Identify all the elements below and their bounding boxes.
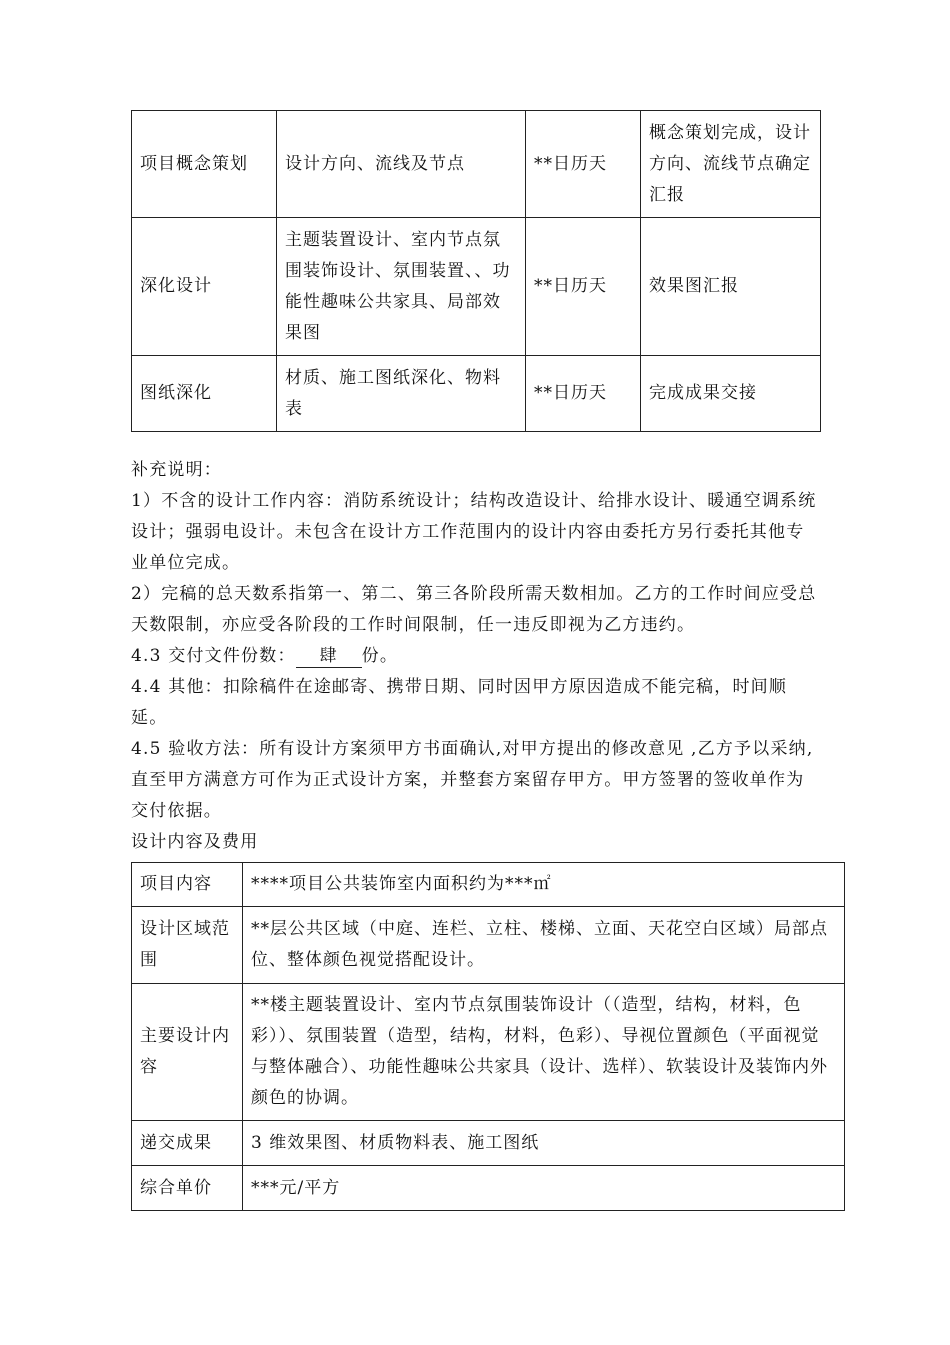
stage-table xyxy=(131,110,821,432)
phase-cell: 深化设计 xyxy=(132,218,277,356)
acceptance-clause: 4.5 验收方法：所有设计方案须甲方书面确认,对甲方提出的修改意见 ,乙方予以采纳,直至甲方满意方可作为正式设计方案，并整套方案留存甲方。甲方签署的签收单作为交付依据。 xyxy=(131,739,814,821)
fee-key-cell: 项目内容 xyxy=(132,863,243,907)
fee-key-cell: 递交成果 xyxy=(132,1121,243,1166)
copies-value: 肆 xyxy=(296,645,362,668)
copies-label: 4.3 交付文件份数： xyxy=(131,646,296,666)
fee-table xyxy=(131,862,845,1211)
duration-cell: **日历天 xyxy=(526,356,641,432)
fee-key-cell: 综合单价 xyxy=(132,1166,243,1211)
table-row xyxy=(132,356,821,432)
duration-cell: **日历天 xyxy=(526,111,641,218)
result-cell: 效果图汇报 xyxy=(641,218,821,356)
phase-cell: 图纸深化 xyxy=(132,356,277,432)
fee-value-cell: **楼主题装置设计、室内节点氛围装饰设计（（造型，结构，材料，色彩））、氛围装置（造型，结构，材料，色彩）、导视位置颜色（平面视觉与整体融合）、功能性趣味公共家具（设计、选样）、软装设计及装饰内外颜色的协调。 xyxy=(243,984,845,1121)
other-clause: 4.4 其他：扣除稿件在途邮寄、携带日期、同时因甲方原因造成不能完稿，时间顺延。 xyxy=(131,677,788,728)
fee-value-cell: 3 维效果图、材质物料表、施工图纸 xyxy=(243,1121,845,1166)
phase-cell: 项目概念策划 xyxy=(132,111,277,218)
note-item-1: 1）不含的设计工作内容：消防系统设计；结构改造设计、给排水设计、暖通空调系统设计；强弱电设计。未包含在设计方工作范围内的设计内容由委托方另行委托其他专业单位完成。 xyxy=(131,491,817,573)
table-row xyxy=(132,907,845,984)
copies-unit: 份。 xyxy=(361,646,399,666)
copies-line xyxy=(131,641,821,672)
content-cell: 设计方向、流线及节点 xyxy=(277,111,526,218)
table-row xyxy=(132,863,845,907)
table-row xyxy=(132,111,821,218)
table-row xyxy=(132,1166,845,1211)
note-item-2: 2）完稿的总天数系指第一、第二、第三各阶段所需天数相加。乙方的工作时间应受总天数限制，亦应受各阶段的工作时间限制，任一违反即视为乙方违约。 xyxy=(131,584,817,635)
result-cell: 概念策划完成，设计方向、流线节点确定汇报 xyxy=(641,111,821,218)
fee-key-cell: 主要设计内容 xyxy=(132,984,243,1121)
fee-value-cell: **层公共区域（中庭、连栏、立柱、楼梯、立面、天花空白区域）局部点位、整体颜色视觉搭配设计。 xyxy=(243,907,845,984)
duration-cell: **日历天 xyxy=(526,218,641,356)
content-cell: 主题装置设计、室内节点氛围装饰设计、氛围装置、、功能性趣味公共家具、局部效果图 xyxy=(277,218,526,356)
table-row xyxy=(132,1121,845,1166)
supplement-title: 补充说明： xyxy=(131,460,222,480)
fee-value-cell: ***元/平方 xyxy=(243,1166,845,1211)
fee-key-cell: 设计区域范围 xyxy=(132,907,243,984)
fee-value-cell: ****项目公共装饰室内面积约为***㎡ xyxy=(243,863,845,907)
result-cell: 完成成果交接 xyxy=(641,356,821,432)
fee-section-title: 设计内容及费用 xyxy=(131,832,259,852)
content-cell: 材质、施工图纸深化、物料表 xyxy=(277,356,526,432)
table-row xyxy=(132,218,821,356)
table-row xyxy=(132,984,845,1121)
notes-section xyxy=(131,455,821,858)
